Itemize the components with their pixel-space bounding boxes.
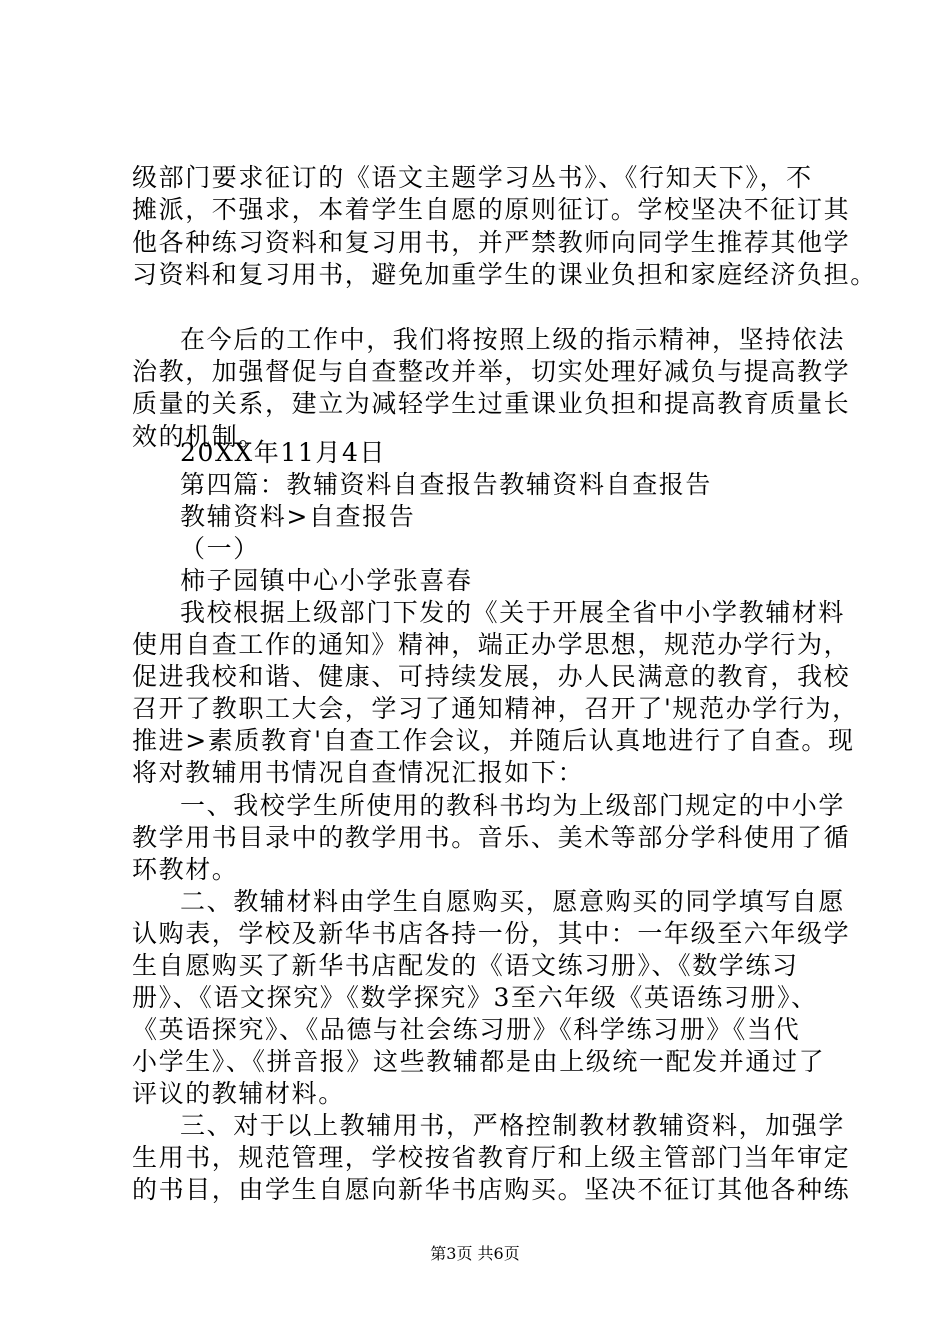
text-line: 习资料和复习用书，避免加重学生的课业负担和家庭经济负担。 — [132, 260, 877, 289]
text-line: 20XX年11月4日 — [180, 438, 387, 467]
text-line: 的书目，由学生自愿向新华书店购买。坚决不征订其他各种练 — [132, 1175, 851, 1204]
text-line: 治教，加强督促与自查整改并举，切实处理好减负与提高教学 — [132, 357, 851, 386]
text-line: 他各种练习资料和复习用书，并严禁教师向同学生推荐其他学 — [132, 228, 851, 257]
text-line: 生用书，规范管理，学校按省教育厅和上级主管部门当年审定 — [132, 1143, 851, 1172]
text-line: 在今后的工作中，我们将按照上级的指示精神，坚持依法 — [180, 325, 846, 354]
text-line: 质量的关系，建立为减轻学生过重课业负担和提高教育质量长 — [132, 389, 851, 418]
text-line: 促进我校和谐、健康、可持续发展，办人民满意的教育，我校 — [132, 662, 851, 691]
text-line: 环教材。 — [132, 855, 239, 884]
text-line: 《英语探究》、《品德与社会练习册》《科学练习册》《当代 — [132, 1015, 801, 1044]
text-line: 小学生》、《拼音报》这些教辅都是由上级统一配发并通过了 — [132, 1047, 826, 1076]
text-line: 生自愿购买了新华书店配发的《语文练习册》、《数学练习 — [132, 951, 799, 980]
text-line: 一、我校学生所使用的教科书均为上级部门规定的中小学 — [180, 791, 846, 820]
text-line: 柿子园镇中心小学张喜春 — [180, 566, 473, 595]
text-line: （一） — [180, 534, 260, 563]
text-line: 认购表，学校及新华书店各持一份，其中：一年级至六年级学 — [132, 919, 851, 948]
text-line: 教辅资料>自查报告 — [180, 502, 416, 531]
text-line: 级部门要求征订的《语文主题学习丛书》、《行知天下》，不 — [132, 163, 813, 192]
text-line: 二、教辅材料由学生自愿购买，愿意购买的同学填写自愿 — [180, 887, 846, 916]
text-line: 册》、《语文探究》《数学探究》3至六年级《英语练习册》、 — [132, 983, 818, 1012]
text-line: 效的机制。 — [132, 422, 266, 451]
text-line: 三、对于以上教辅用书，严格控制教材教辅资料，加强学 — [180, 1111, 846, 1140]
text-line: 将对教辅用书情况自查情况汇报如下： — [132, 758, 585, 787]
page-footer: 第3页 共6页 — [430, 1244, 520, 1263]
text-line: 推进>素质教育'自查工作会议，并随后认真地进行了自查。现 — [132, 726, 855, 755]
text-line: 评议的教辅材料。 — [132, 1079, 345, 1108]
text-line: 召开了教职工大会，学习了通知精神，召开了'规范办学行为， — [132, 694, 859, 723]
text-line: 摊派，不强求，本着学生自愿的原则征订。学校坚决不征订其 — [132, 195, 851, 224]
text-line: 使用自查工作的通知》精神，端正办学思想，规范办学行为， — [132, 630, 851, 659]
text-line: 教学用书目录中的教学用书。音乐、美术等部分学科使用了循 — [132, 823, 851, 852]
text-line: 第四篇：教辅资料自查报告教辅资料自查报告 — [180, 470, 713, 499]
text-line: 我校根据上级部门下发的《关于开展全省中小学教辅材料 — [180, 598, 846, 627]
